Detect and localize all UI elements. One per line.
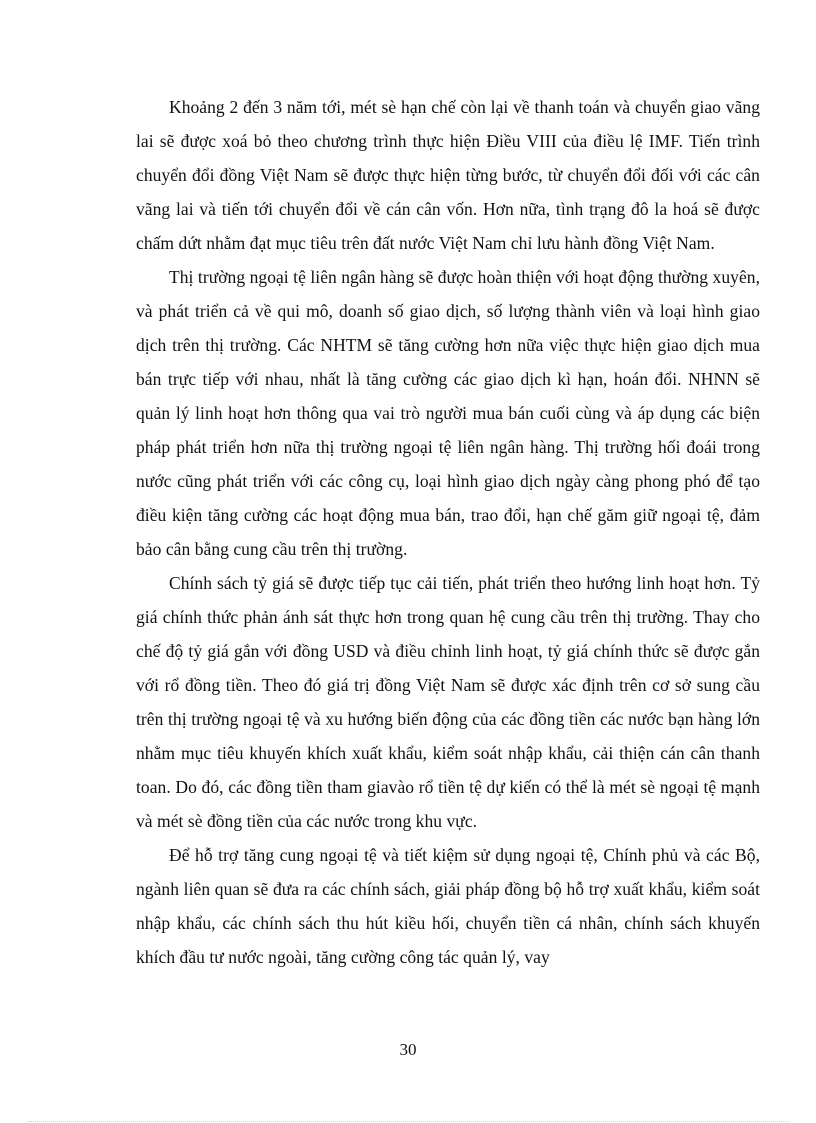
paragraph-2: Thị trường ngoại tệ liên ngân hàng sẽ được hoàn thiện với hoạt động thường xuyên, và phát triển cả về qui mô, doanh số giao dịch, số lượng thành viên và loại hình giao dịch trên thị trường. Các NHTM sẽ tăng cường hơn nữa việc thực hiện giao dịch mua bán trực tiếp với nhau, nhất là tăng cường các giao dịch kì hạn, hoán đổi. NHNN sẽ quản lý linh hoạt hơn thông qua vai trò người mua bán cuối cùng và áp dụng các biện pháp phát triển hơn nữa thị trường ngoại tệ liên ngân hàng. Thị trường hối đoái trong nước cũng phát triển với các công cụ, loại hình giao dịch ngày càng phong phó để tạo điều kiện tăng cường các hoạt động mua bán, trao đổi, hạn chế găm giữ ngoại tệ, đảm bảo cân bằng cung cầu trên thị trường. — [136, 267, 760, 559]
paragraph-4: Để hỗ trợ tăng cung ngoại tệ và tiết kiệm sử dụng ngoại tệ, Chính phủ và các Bộ, ngành liên quan sẽ đưa ra các chính sách, giải pháp đồng bộ hỗ trợ xuất khẩu, kiểm soát nhập khẩu, các chính sách thu hút kiều hối, chuyển tiền cá nhân, chính sách khuyến khích đầu tư nước ngoài, tăng cường công tác quản lý, vay — [136, 845, 760, 967]
paragraph-3: Chính sách tỷ giá sẽ được tiếp tục cải tiến, phát triển theo hướng linh hoạt hơn. Tỷ giá chính thức phản ánh sát thực hơn trong quan hệ cung cầu trên thị trường. Thay cho chế độ tỷ giá gắn với đồng USD và điều chỉnh linh hoạt, tỷ giá chính thức sẽ được gắn với rổ đồng tiền. Theo đó giá trị đồng Việt Nam sẽ được xác định trên cơ sở sung cầu trên thị trường ngoại tệ và xu hướng biến động của các đồng tiền các nước bạn hàng lớn nhằm mục tiêu khuyến khích xuất khẩu, kiểm soát nhập khẩu, cải thiện cán cân thanh toan. Do đó, các đồng tiền tham giavào rổ tiền tệ dự kiến có thể là mét sè ngoại tệ mạnh và mét sè đồng tiền của các nước trong khu vực. — [136, 573, 760, 831]
document-body — [136, 90, 760, 974]
page-number: 30 — [399, 1040, 417, 1059]
paragraph-1: Khoảng 2 đến 3 năm tới, mét sè hạn chế còn lại về thanh toán và chuyển giao vãng lai sẽ được xoá bỏ theo chương trình thực hiện Điều VIII của điều lệ IMF. Tiến trình chuyển đổi đồng Việt Nam sẽ được thực hiện từng bước, từ chuyển đổi đối với các cân vãng lai và tiến tới chuyển đổi về cán cân vốn. Hơn nữa, tình trạng đô la hoá sẽ được chấm dứt nhằm đạt mục tiêu trên đất nước Việt Nam chỉ lưu hành đồng Việt Nam. — [136, 97, 760, 253]
page-bottom-divider — [28, 1121, 788, 1122]
